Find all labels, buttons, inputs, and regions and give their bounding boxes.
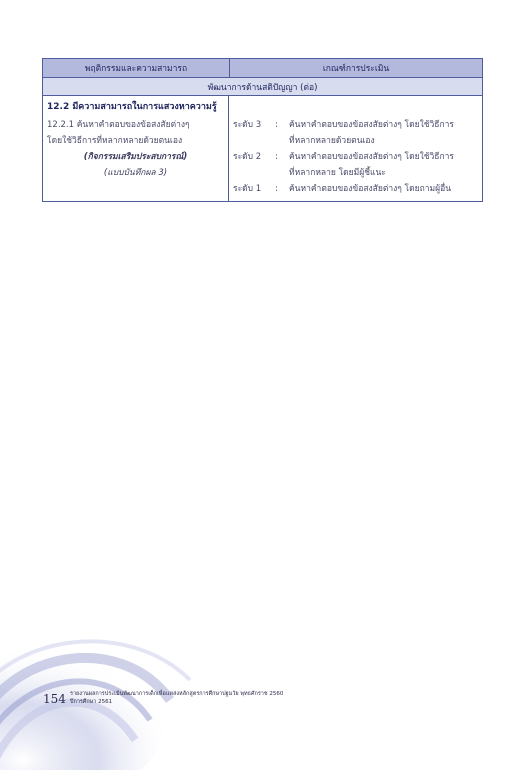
level-text: ค้นหาคำตอบของข้อสงสัยต่างๆ โดยใช้วิธีการ	[289, 120, 454, 130]
header-behavior: พฤติกรรมและความสามารถ	[43, 59, 230, 77]
item-line-1: 12.2.1 ค้นหาคำตอบของข้อสงสัยต่างๆ	[47, 120, 190, 130]
footer-line-1: รายงานผลการประเมินพัฒนาการเด็กเพื่อแหล่งหลักสูตรการศึกษาปฐมวัย พุทธศักราช 2560	[70, 691, 284, 697]
table-row	[43, 96, 482, 201]
level-3-line-2	[233, 133, 478, 149]
table-header	[43, 59, 482, 78]
level-2-line-2	[233, 165, 478, 181]
activity-label: (กิจกรรมเสริมประสบการณ์)	[83, 152, 188, 162]
level-colon: :	[275, 120, 278, 130]
record-label: (แบบบันทึกผล 3)	[103, 168, 168, 178]
level-1-line-1	[233, 181, 478, 197]
level-2-line-1	[233, 149, 478, 165]
item-line-2: โดยใช้วิธีการที่หลากหลายด้วยตนเอง	[47, 136, 183, 146]
decorative-swirl	[0, 590, 200, 770]
level-label: ระดับ 2	[233, 152, 262, 162]
level-text: ค้นหาคำตอบของข้อสงสัยต่างๆ โดยใช้วิธีการ	[289, 152, 454, 162]
level-text: ที่หลากหลายด้วยตนเอง	[289, 136, 375, 146]
level-label: ระดับ 1	[233, 184, 262, 194]
subhead: 12.2 มีความสามารถในการแสวงหาความรู้	[47, 102, 217, 112]
criteria-cell	[229, 96, 482, 201]
assessment-table	[42, 58, 483, 202]
level-text: ค้นหาคำตอบของข้อสงสัยต่างๆ โดยถามผู้อื่น	[289, 184, 452, 194]
footer-text	[70, 690, 283, 706]
header-criteria: เกณฑ์การประเมิน	[322, 64, 390, 74]
level-3-line-1	[233, 117, 478, 133]
behavior-cell	[43, 96, 229, 201]
footer-line-2: ปีการศึกษา 2561	[70, 699, 113, 705]
level-label: ระดับ 3	[233, 120, 262, 130]
level-colon: :	[275, 152, 278, 162]
page-number: 154	[43, 692, 66, 706]
level-text: ที่หลากหลาย โดยมีผู้ชี้แนะ	[289, 168, 386, 178]
section-title: พัฒนาการด้านสติปัญญา (ต่อ)	[43, 78, 482, 96]
level-colon: :	[275, 184, 278, 194]
